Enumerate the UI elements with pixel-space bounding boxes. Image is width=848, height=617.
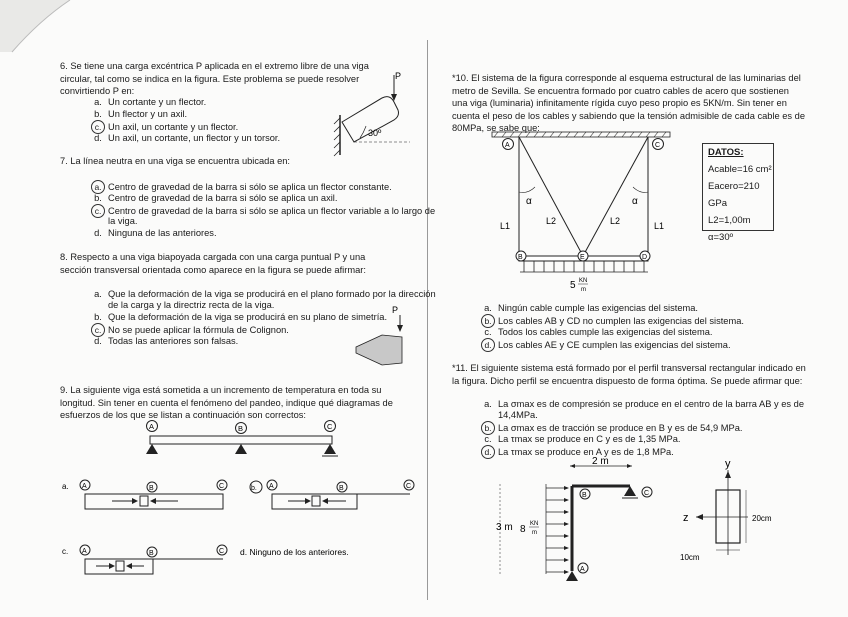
q10-data-box (702, 143, 774, 243)
q8-option-a[interactable]: a. Que la deformación de la viga se producirá en el plano formado por la dirección (94, 289, 436, 299)
q11-section-figure (678, 455, 788, 565)
question-7-text: 7. La línea neutra en una viga se encuentra ubicada en: (60, 156, 291, 166)
svg-text:y: y (725, 458, 731, 470)
q11-option-c[interactable]: c. La τmax se produce en C y es de 1,35 MPa. (484, 434, 681, 444)
q10-option-b[interactable]: b. Los cables AB y CD no cumplen las exigencias del sistema. (478, 314, 744, 328)
data-area: Acable=16 cm² (708, 164, 772, 175)
svg-text:z: z (683, 512, 689, 524)
svg-text:B: B (582, 492, 587, 499)
q11-option-a-cont: 14,4MPa. (498, 410, 538, 420)
q6-option-b[interactable]: b. Un flector y un axil. (94, 109, 188, 119)
q8-option-c[interactable]: c. No se puede aplicar la fórmula de Colignon. (88, 323, 289, 337)
svg-text:A: A (149, 422, 155, 431)
svg-text:KN: KN (579, 278, 588, 284)
svg-text:20cm: 20cm (752, 514, 772, 523)
selected-mark: b. (481, 421, 495, 435)
svg-text:C: C (406, 483, 412, 490)
q7-option-c[interactable]: c. Centro de gravedad de la barra si sólo se aplica un flector variable a lo largo de (88, 204, 435, 218)
q7-option-a[interactable]: a. Centro de gravedad de la barra si sólo se aplica un flector constante. (88, 180, 392, 194)
data-elastic-modulus: Eacero=210 GPa (708, 181, 760, 209)
q10-option-d[interactable]: d. Los cables AE y CE cumplen las exigencias del sistema. (478, 338, 731, 352)
svg-text:C: C (219, 548, 225, 555)
q11-frame-figure (490, 456, 660, 586)
q9-option-c[interactable]: c. (62, 547, 69, 556)
question-9 (60, 384, 400, 422)
svg-text:m: m (581, 287, 586, 293)
q9-option-b[interactable]: b. (251, 485, 257, 492)
q8-load-label: P (392, 305, 399, 315)
svg-text:C: C (644, 490, 650, 497)
data-length: L2=1,00m (708, 215, 751, 226)
q10-figure (490, 132, 680, 302)
question-11-text: *11. El siguiente sistema está formado por el perfil transversal rectangular indicado en la figura. Dicho perfil se encuentra dispuesto de forma óptima. Se puede afirmar que: (452, 363, 806, 386)
svg-text:A: A (82, 483, 87, 490)
q7-option-c-cont: la viga. (108, 216, 138, 226)
svg-text:3 m: 3 m (496, 522, 513, 533)
svg-text:L1: L1 (500, 221, 511, 231)
q6-figure (320, 70, 420, 160)
selected-mark: a. (91, 180, 105, 194)
question-8 (60, 251, 390, 276)
svg-text:10cm: 10cm (680, 553, 700, 562)
q6-option-a[interactable]: a. Un cortante y un flector. (94, 97, 207, 107)
svg-text:D: D (642, 254, 648, 261)
folded-corner (0, 0, 80, 60)
data-title: DATOS: (708, 147, 744, 158)
selected-mark: d. (481, 445, 495, 459)
svg-text:8: 8 (520, 524, 526, 535)
question-8-text: 8. Respecto a una viga biapoyada cargada con una carga puntual P y una sección transversal orientada como aparece en la figura se puede afirmar: (60, 252, 366, 275)
q7-option-b[interactable]: b. Centro de gravedad de la barra si sólo se aplica un axil. (94, 193, 338, 203)
q8-option-a-cont: de la carga y la directriz recta de la viga. (108, 300, 275, 310)
svg-text:m: m (532, 530, 537, 536)
svg-text:2 m: 2 m (592, 456, 609, 467)
svg-text:E: E (580, 254, 585, 261)
svg-text:C: C (327, 422, 333, 431)
selected-mark: d. (481, 338, 495, 352)
q9-option-a[interactable]: a. (62, 482, 69, 491)
svg-text:α: α (632, 196, 638, 207)
q9-diagrams-ab (60, 478, 430, 518)
svg-text:L2: L2 (546, 216, 557, 226)
data-angle: α=30º (708, 232, 734, 243)
svg-text:A: A (505, 142, 510, 149)
question-7 (60, 155, 400, 168)
svg-text:C: C (655, 142, 661, 149)
svg-text:B: B (339, 485, 344, 492)
q6-option-c[interactable]: c. Un axil, un cortante y un flector. (88, 120, 238, 134)
q9-diagrams-cd (60, 543, 430, 583)
q8-figure (350, 305, 410, 370)
q9-beam-figure (140, 418, 350, 458)
q6-angle-label: 30º (368, 128, 382, 138)
q11-option-a[interactable]: a. La σmax es de compresión se produce en el centro de la barra AB y es de (484, 399, 804, 409)
selected-mark: b. (481, 314, 495, 328)
q11-option-d[interactable]: d. La τmax se produce en A y es de 1,8 MPa. (478, 445, 674, 459)
q11-option-b[interactable]: b. La σmax es de tracción se produce en B y es de 54,9 MPa. (478, 421, 743, 435)
q9-option-d[interactable]: d. Ninguno de los anteriores. (240, 547, 349, 557)
svg-text:B: B (518, 254, 523, 261)
question-10-text: *10. El sistema de la figura corresponde al esquema estructural de las luminarias del metro de Sevilla. Se encuentra formado por cuatro cables de acero que sostienen una viga (luminaria) infinitamente rígida cuyo peso propio es 5KN/m. Sin tener en cuenta el peso de los cables y sabiendo que la tensión admisible de cada cable es de 80MPa, se sabe que: (452, 73, 806, 133)
svg-text:A: A (269, 483, 274, 490)
selected-mark: c. (91, 204, 105, 218)
question-9-text: 9. La siguiente viga está sometida a un incremento de temperatura en toda su longitud. Sin tener en cuenta el fenómeno del pandeo, indique qué diagramas de esfuerzos de los que se listan a continuación son correctos: (60, 385, 393, 420)
question-11 (452, 362, 807, 387)
svg-text:B: B (149, 550, 154, 557)
q8-option-d[interactable]: d. Todas las anteriores son falsas. (94, 336, 239, 346)
svg-text:B: B (238, 424, 244, 433)
question-10 (452, 72, 807, 135)
svg-text:B: B (149, 485, 154, 492)
svg-text:KN: KN (530, 521, 539, 527)
question-6-text: 6. Se tiene una carga excéntrica P aplicada en el extremo libre de una viga circular, tal como se indica en la figura. Este problema se puede resolver convirtiendo P en: (60, 61, 369, 96)
selected-mark: c. (91, 323, 105, 337)
svg-text:5: 5 (570, 280, 576, 291)
q8-option-b[interactable]: b. Que la deformación de la viga se producirá en su plano de simetría. (94, 312, 388, 322)
svg-text:C: C (219, 483, 225, 490)
svg-text:A: A (82, 548, 87, 555)
selected-mark: c. (91, 120, 105, 134)
q6-load-label: P (395, 71, 402, 81)
q10-option-c[interactable]: c. Todos los cables cumple las exigencias del sistema. (484, 327, 713, 337)
svg-text:α: α (526, 196, 532, 207)
q10-option-a[interactable]: a. Ningún cable cumple las exigencias del sistema. (484, 303, 698, 313)
svg-text:L1: L1 (654, 221, 665, 231)
q7-option-d[interactable]: d. Ninguna de las anteriores. (94, 228, 217, 238)
svg-text:L2: L2 (610, 216, 621, 226)
svg-text:A: A (580, 566, 585, 573)
q6-option-d[interactable]: d. Un axil, un cortante, un flector y un torsor. (94, 133, 281, 143)
